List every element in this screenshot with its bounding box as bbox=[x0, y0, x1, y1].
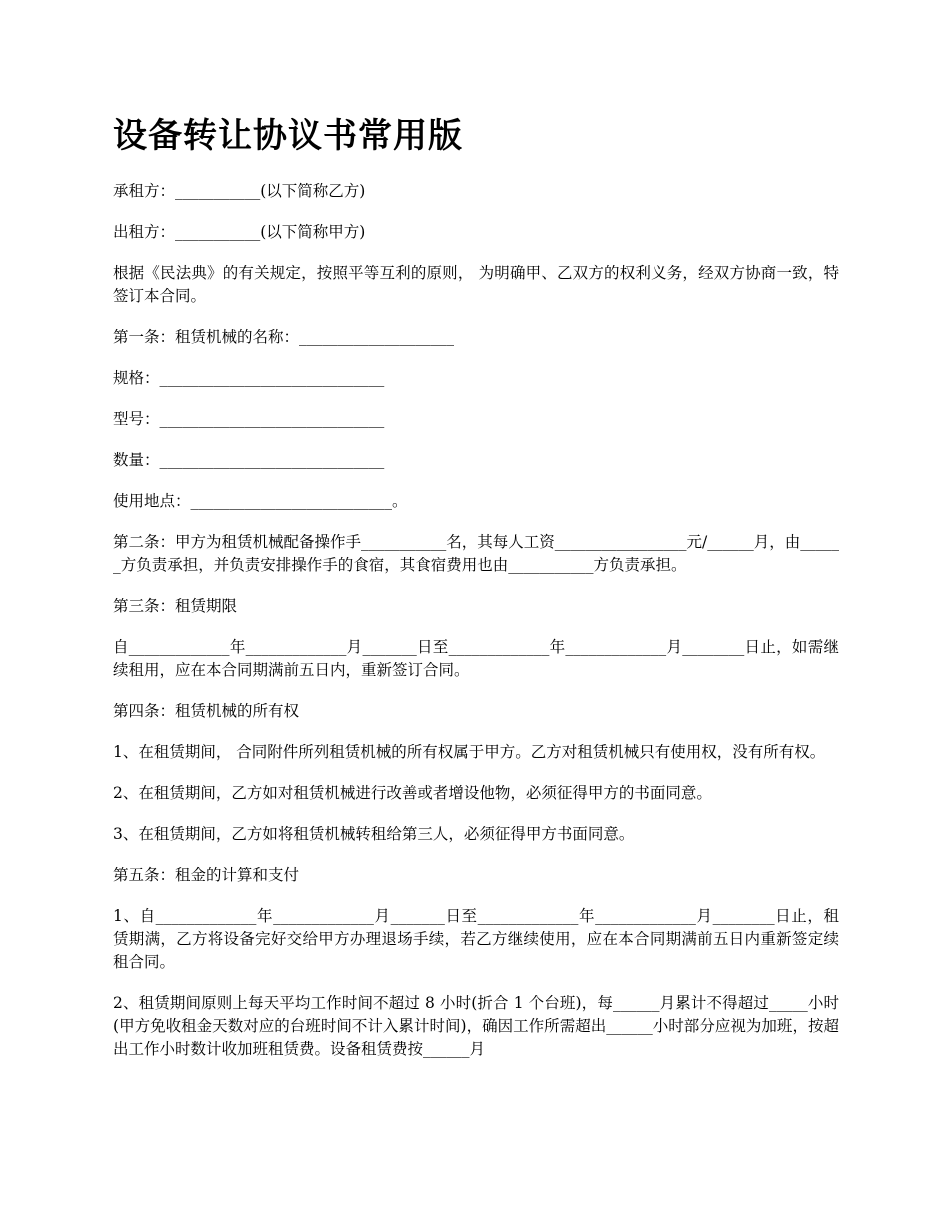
rent-clause-1: 1、自_____________年_____________月_______日至_____________年_____________月________日止，租赁期满，乙方将设备完好交给甲方办理退场手续，若乙方继续使用，应在本合同期满前五日内重新签定续租合同。 bbox=[113, 907, 839, 971]
model-line: 型号：_____________________________ bbox=[113, 410, 385, 428]
ownership-clause-2: 2、在租赁期间，乙方如对租赁机械进行改善或者增设他物，必须征得甲方的书面同意。 bbox=[113, 784, 712, 802]
lessor-line: 出租方：___________(以下简称甲方) bbox=[113, 223, 366, 241]
article-2-paragraph: 第二条：甲方为租赁机械配备操作手___________名，其每人工资_________________元/______月，由______方负责承担，并负责安排操作手的食宿，其食宿费用也由___________方负责承担。 bbox=[113, 533, 839, 574]
ownership-clause-3: 3、在租赁期间，乙方如将租赁机械转租给第三人，必须征得甲方书面同意。 bbox=[113, 825, 635, 843]
rent-clause-2: 2、租赁期间原则上每天平均工作时间不超过 8 小时(折合 1 个台班)，每______月累计不得超过_____小时(甲方免收租金天数对应的台班时间不计入累计时间)，确因工作所需超出______小时部分应视为加班，按超出工作小时数计收加班租赁费。设备租赁费按______月 bbox=[113, 994, 839, 1058]
document-title: 设备转让协议书常用版 bbox=[113, 116, 463, 156]
ownership-clause-1: 1、在租赁期间， 合同附件所列租赁机械的所有权属于甲方。乙方对租赁机械只有使用权，没有所有权。 bbox=[113, 743, 826, 761]
article-5-heading: 第五条：租金的计算和支付 bbox=[113, 866, 300, 884]
document-page bbox=[113, 110, 839, 1079]
location-line: 使用地点：__________________________。 bbox=[113, 492, 408, 510]
lease-period-paragraph: 自_____________年_____________月_______日至_____________年_____________月________日止，如需继续租用，应在本合同期满前五日内，重新签订合同。 bbox=[113, 638, 839, 679]
quantity-line: 数量：_____________________________ bbox=[113, 451, 385, 469]
lessee-line: 承租方：___________(以下简称乙方) bbox=[113, 182, 366, 200]
spec-line: 规格：_____________________________ bbox=[113, 369, 385, 387]
article-4-heading: 第四条：租赁机械的所有权 bbox=[113, 702, 300, 720]
article-1-equipment-name: 第一条：租赁机械的名称：____________________ bbox=[113, 328, 455, 346]
preamble-paragraph: 根据《民法典》的有关规定，按照平等互利的原则， 为明确甲、乙双方的权利义务，经双方协商一致，特签订本合同。 bbox=[113, 264, 839, 305]
article-3-heading: 第三条：租赁期限 bbox=[113, 597, 238, 615]
